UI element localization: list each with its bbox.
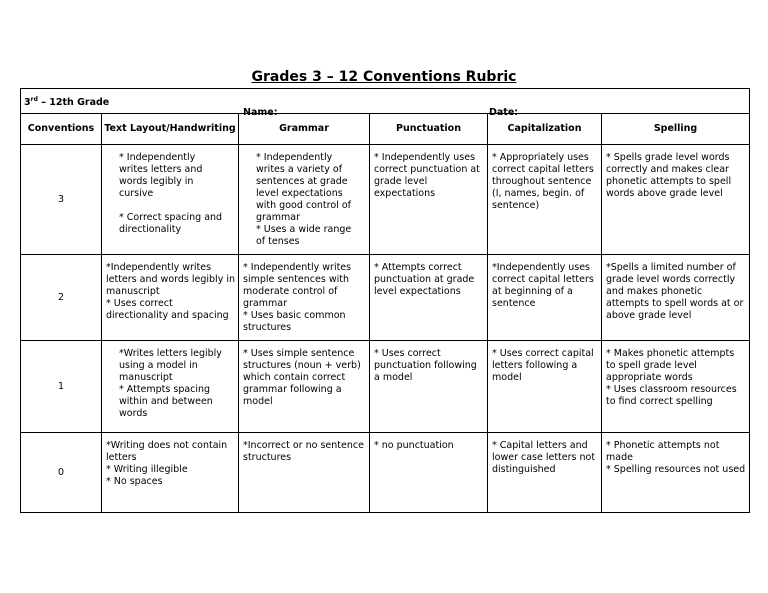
date-label: Date: (489, 107, 519, 118)
table-row (21, 341, 750, 433)
table-row (21, 145, 750, 255)
capitalization-cell: * Capital letters and lower case letters not distinguished (488, 433, 602, 513)
handwriting-cell: *Independently writes letters and words legibly in manuscript * Uses correct directionality and spacing (102, 255, 239, 341)
column-header-conventions: Conventions (21, 114, 102, 145)
score-cell: 1 (21, 341, 102, 433)
column-header-grammar: Grammar (239, 114, 370, 145)
column-header-spelling: Spelling (602, 114, 750, 145)
table-row (21, 255, 750, 341)
punctuation-cell: * no punctuation (370, 433, 488, 513)
score-cell: 2 (21, 255, 102, 341)
handwriting-cell: * Independently writes letters and words legibly in cursive * Correct spacing and directionality (102, 145, 239, 255)
grammar-cell: * Independently writes a variety of sentences at grade level expectations with good control of grammar * Uses a wide range of tenses (239, 145, 370, 255)
rubric-table (20, 88, 750, 513)
score-cell: 3 (21, 145, 102, 255)
name-label: Name: (243, 107, 278, 118)
page-title: Grades 3 – 12 Conventions Rubric (251, 69, 517, 85)
grammar-cell: * Uses simple sentence structures (noun + verb) which contain correct grammar following a model (239, 341, 370, 433)
punctuation-cell: * Attempts correct punctuation at grade level expectations (370, 255, 488, 341)
capitalization-cell: *Independently uses correct capital letters at beginning of a sentence (488, 255, 602, 341)
capitalization-cell: * Appropriately uses correct capital letters throughout sentence (I, names, begin. of sentence) (488, 145, 602, 255)
grammar-cell: * Independently writes simple sentences with moderate control of grammar * Uses basic common structures (239, 255, 370, 341)
handwriting-cell: *Writes letters legibly using a model in manuscript * Attempts spacing within and between words (102, 341, 239, 433)
punctuation-cell: * Uses correct punctuation following a model (370, 341, 488, 433)
spelling-cell: * Phonetic attempts not made * Spelling resources not used (602, 433, 750, 513)
handwriting-cell: *Writing does not contain letters * Writing illegible * No spaces (102, 433, 239, 513)
column-header-row (21, 114, 750, 145)
score-cell: 0 (21, 433, 102, 513)
grade-range: 3rd – 12th Grade (24, 96, 110, 109)
header-row (21, 89, 750, 118)
spelling-cell: * Spells grade level words correctly and makes clear phonetic attempts to spell words above grade level (602, 145, 750, 255)
spelling-cell: *Spells a limited number of grade level words correctly and makes phonetic attempts to spell words at or above grade level (602, 255, 750, 341)
column-header-punctuation: Punctuation (370, 114, 488, 145)
column-header-handwriting: Text Layout/Handwriting (102, 114, 239, 145)
grammar-cell: *Incorrect or no sentence structures (239, 433, 370, 513)
table-row (21, 433, 750, 513)
capitalization-cell: * Uses correct capital letters following a model (488, 341, 602, 433)
column-header-capitalization: Capitalization (488, 114, 602, 145)
punctuation-cell: * Independently uses correct punctuation at grade level expectations (370, 145, 488, 255)
spelling-cell: * Makes phonetic attempts to spell grade level appropriate words * Uses classroom resources to find correct spelling (602, 341, 750, 433)
